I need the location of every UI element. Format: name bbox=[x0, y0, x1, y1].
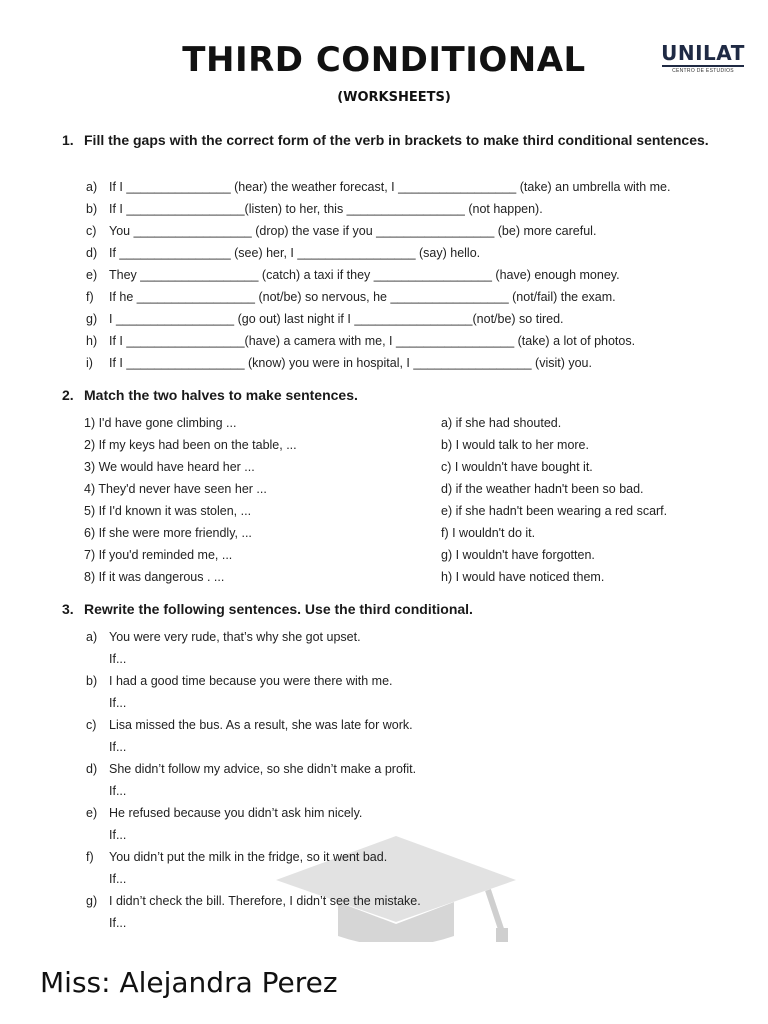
exercise-3-item bbox=[86, 761, 736, 777]
match-left-item: 6) If she were more friendly, ... bbox=[84, 526, 252, 540]
item-letter: d) bbox=[86, 762, 98, 776]
item-letter: a) bbox=[86, 180, 98, 194]
item-letter: d) bbox=[86, 246, 98, 260]
exercise-3-item bbox=[86, 805, 736, 821]
item-letter: b) bbox=[86, 674, 98, 688]
item-letter: g) bbox=[86, 894, 98, 908]
if-answer-line: If... bbox=[109, 652, 127, 666]
item-text: If I _________________ (know) you were in hospital, I _________________ (visit) you. bbox=[109, 356, 592, 370]
logo-name: UNILAT bbox=[661, 41, 745, 65]
page-title: THIRD CONDITIONAL bbox=[182, 40, 586, 80]
exercise-3-item bbox=[86, 629, 736, 645]
exercise-1-item bbox=[86, 201, 736, 217]
item-text: I didn’t check the bill. Therefore, I didn’t see the mistake. bbox=[109, 894, 421, 908]
exercise-1-item bbox=[86, 245, 736, 261]
item-text: You _________________ (drop) the vase if you _________________ (be) more careful. bbox=[109, 224, 597, 238]
item-letter: f) bbox=[86, 290, 94, 304]
match-left-item: 1) I'd have gone climbing ... bbox=[84, 416, 237, 430]
item-text: I had a good time because you were there with me. bbox=[109, 674, 393, 688]
exercise-1-item bbox=[86, 311, 736, 327]
match-right-item: e) if she hadn't been wearing a red scarf. bbox=[441, 504, 668, 518]
item-text: He refused because you didn’t ask him nicely. bbox=[109, 806, 363, 820]
item-text: If he _________________ (not/be) so nervous, he _________________ (not/fail) the exam. bbox=[109, 290, 616, 304]
item-letter: c) bbox=[86, 718, 97, 732]
item-letter: b) bbox=[86, 202, 98, 216]
match-left-item: 4) They'd never have seen her ... bbox=[84, 482, 267, 496]
exercise-3-item bbox=[86, 893, 736, 909]
match-left-item: 5) If I'd known it was stolen, ... bbox=[84, 504, 252, 518]
item-text: You were very rude, that’s why she got upset. bbox=[109, 630, 361, 644]
item-text: If I _________________(listen) to her, this _________________ (not happen). bbox=[109, 202, 543, 216]
if-answer-line: If... bbox=[109, 740, 127, 754]
if-answer-line: If... bbox=[109, 696, 127, 710]
exercise-1-item bbox=[86, 223, 736, 239]
match-right-item: a) if she had shouted. bbox=[441, 416, 562, 430]
section-1-heading-text: Fill the gaps with the correct form of the verb in brackets to make third conditional sentences. bbox=[84, 132, 709, 148]
exercise-3-item bbox=[86, 673, 736, 689]
exercise-1-item bbox=[86, 267, 736, 283]
item-letter: f) bbox=[86, 850, 94, 864]
logo-divider bbox=[662, 65, 744, 67]
section-3-heading-text: Rewrite the following sentences. Use the third conditional. bbox=[84, 601, 473, 617]
match-right-item: f) I wouldn't do it. bbox=[441, 526, 536, 540]
section-1-number: 1. bbox=[62, 132, 74, 148]
item-letter: e) bbox=[86, 268, 98, 282]
section-3-heading bbox=[62, 600, 734, 619]
exercise-1-item bbox=[86, 179, 736, 195]
match-right-item: h) I would have noticed them. bbox=[441, 570, 605, 584]
item-text: You didn’t put the milk in the fridge, so it went bad. bbox=[109, 850, 388, 864]
item-letter: e) bbox=[86, 806, 98, 820]
match-left-item: 2) If my keys had been on the table, ... bbox=[84, 438, 297, 452]
item-letter: g) bbox=[86, 312, 98, 326]
exercise-1-item bbox=[86, 289, 736, 305]
item-letter: h) bbox=[86, 334, 98, 348]
exercise-1-item bbox=[86, 333, 736, 349]
section-2-heading bbox=[62, 386, 734, 405]
item-text: Lisa missed the bus. As a result, she was late for work. bbox=[109, 718, 413, 732]
exercise-1-item bbox=[86, 355, 736, 371]
match-right-item: b) I would talk to her more. bbox=[441, 438, 589, 452]
author-footer: Miss: Alejandra Perez bbox=[40, 966, 338, 999]
exercise-3-item bbox=[86, 849, 736, 865]
match-left-item: 7) If you'd reminded me, ... bbox=[84, 548, 233, 562]
if-answer-line: If... bbox=[109, 784, 127, 798]
item-text: If I _________________(have) a camera with me, I _________________ (take) a lot of photos. bbox=[109, 334, 636, 348]
unilat-logo bbox=[660, 42, 746, 74]
item-letter: i) bbox=[86, 356, 93, 370]
section-3-number: 3. bbox=[62, 601, 74, 617]
section-2-heading-text: Match the two halves to make sentences. bbox=[84, 387, 358, 403]
if-answer-line: If... bbox=[109, 872, 127, 886]
section-2-number: 2. bbox=[62, 387, 74, 403]
item-text: I _________________ (go out) last night if I _________________(not/be) so tired. bbox=[109, 312, 564, 326]
item-text: If ________________ (see) her, I _________________ (say) hello. bbox=[109, 246, 481, 260]
item-letter: a) bbox=[86, 630, 98, 644]
item-text: If I _______________ (hear) the weather forecast, I _________________ (take) an umbrella with me. bbox=[109, 180, 671, 194]
item-text: She didn’t follow my advice, so she didn’t make a profit. bbox=[109, 762, 417, 776]
match-left-item: 3) We would have heard her ... bbox=[84, 460, 255, 474]
exercise-3-item bbox=[86, 717, 736, 733]
section-1-heading bbox=[62, 131, 734, 150]
match-right-item: d) if the weather hadn't been so bad. bbox=[441, 482, 644, 496]
if-answer-line: If... bbox=[109, 828, 127, 842]
if-answer-line: If... bbox=[109, 916, 127, 930]
logo-tagline: CENTRO DE ESTUDIOS bbox=[672, 68, 734, 74]
page-subtitle: (WORKSHEETS) bbox=[337, 90, 451, 105]
item-letter: c) bbox=[86, 224, 97, 238]
match-left-item: 8) If it was dangerous . ... bbox=[84, 570, 225, 584]
match-right-item: g) I wouldn't have forgotten. bbox=[441, 548, 595, 562]
item-text: They _________________ (catch) a taxi if they _________________ (have) enough money. bbox=[109, 268, 620, 282]
match-right-item: c) I wouldn't have bought it. bbox=[441, 460, 593, 474]
